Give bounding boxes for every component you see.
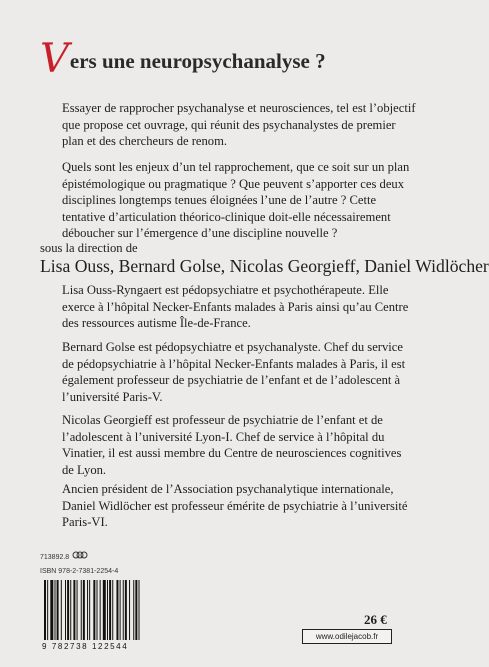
intro-paragraph-1: Essayer de rapprocher psychanalyse et neurosciences, tel est l’objectif que propose cet ouvrage, qui réunit des psychanalystes de premier plan et des chercheurs de renom. [62, 101, 416, 149]
bio-lisa-ouss: Lisa Ouss-Ryngaert est pédopsychiatre et psychothérapeute. Elle exerce à l’hôpital Necker-Enfants malades à Paris ainsi qu’au Centre des ressources autisme Île-de-France. [62, 283, 409, 331]
recycle-mark-icon [72, 550, 88, 560]
price: 26 € [364, 612, 387, 627]
publisher-url: www.odilejacob.fr [302, 629, 392, 644]
catalog-code: 713892.8 [40, 554, 70, 561]
book-title [40, 36, 326, 82]
intro-paragraph-2: Quels sont les enjeux d’un tel rapprochement, que ce soit sur un plan épistémologique ou pragmatique ? Que peuvent s’apporter ces deux disciplines longtemps tenues éloignées l’une de l’autre ? Cette tentative d’articulation théorico-clinique doit-elle nécessairement déboucher sur l’émergence d’une discipline nouvelle ? [62, 160, 410, 241]
barcode-digits: 9 782738 122544 [42, 642, 129, 651]
authors-line: Lisa Ouss, Bernard Golse, Nicolas Georgieff, Daniel Widlöcher [40, 256, 489, 276]
bio-daniel-widlocher: Ancien président de l’Association psychanalytique internationale, Daniel Widlöcher est professeur émérite de psychiatrie à l’université Paris-VI. [62, 482, 408, 530]
bio-nicolas-georgieff: Nicolas Georgieff est professeur de psychiatrie de l’enfant et de l’adolescent à l’université Lyon-I. Chef de service à l’hôpital du Vinatier, il est aussi membre du Centre de neurosciences cognitives de Lyon. [62, 413, 402, 477]
bio-bernard-golse: Bernard Golse est pédopsychiatre et psychanalyste. Chef du service de pédopsychiatrie à l’hôpital Necker-Enfants malades à Paris, il est également professeur de psychiatrie de l’enfant et de l’adolescent à l’université Paris-V. [62, 340, 406, 404]
direction-label: sous la direction de [40, 241, 138, 255]
title-rest: ers une neuropsychanalyse ? [69, 49, 326, 73]
title-initial: V [40, 36, 69, 82]
isbn-text: ISBN 978-2-7381-2254-4 [40, 568, 119, 575]
barcode [44, 580, 172, 640]
